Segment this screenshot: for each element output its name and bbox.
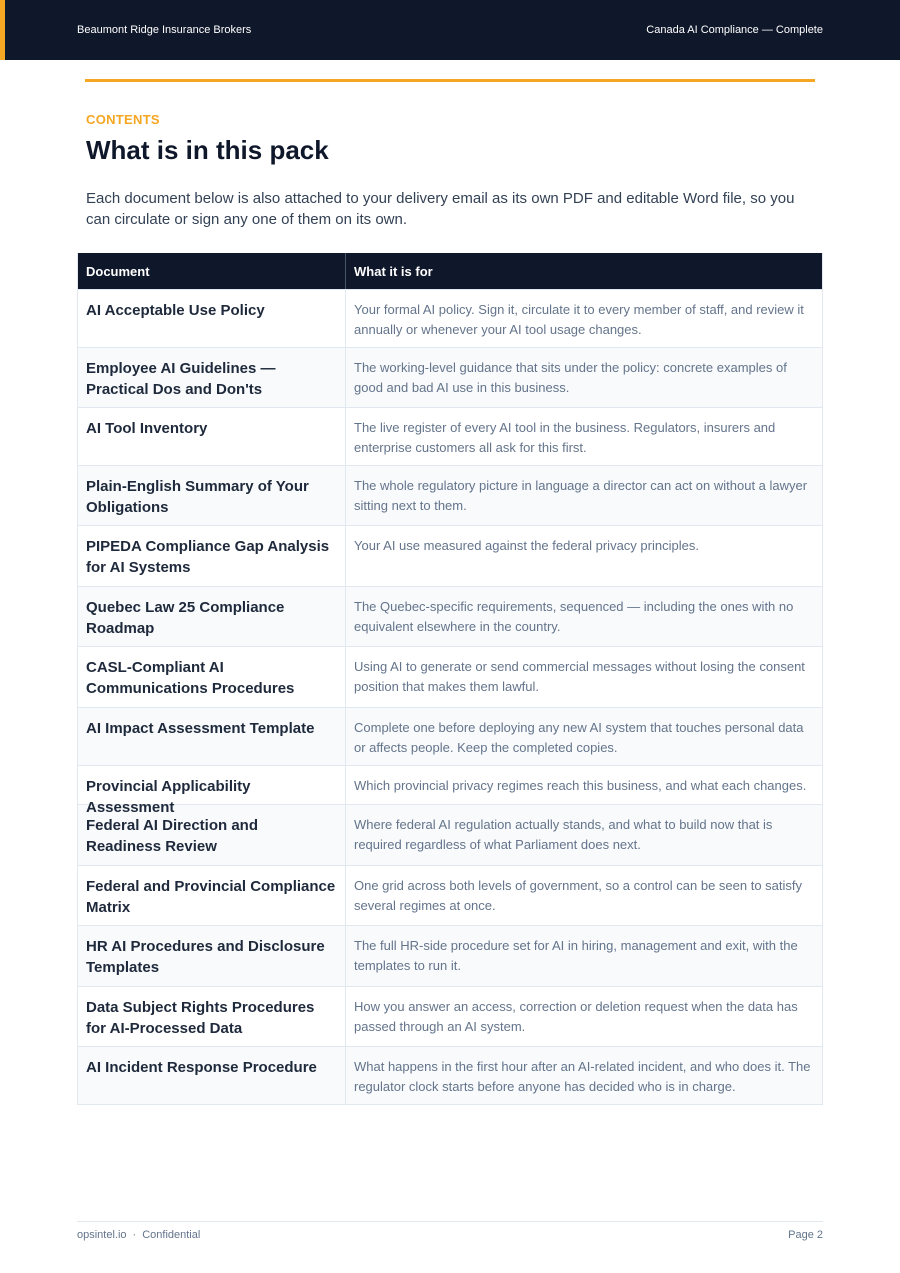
column-header-purpose: What it is for [354,264,433,279]
document-purpose: Your AI use measured against the federal privacy principles. [354,538,699,553]
document-name: PIPEDA Compliance Gap Analysis for AI Systems [78,526,346,586]
document-name: HR AI Procedures and Disclosure Templates [78,926,346,986]
table-row [78,765,822,816]
footer-left [77,1229,200,1241]
document-name: Plain-English Summary of Your Obligations [78,466,346,525]
table-header [78,253,822,289]
document-name: Federal and Provincial Compliance Matrix [78,866,346,925]
document-name: Data Subject Rights Procedures for AI-Processed Data [78,987,346,1046]
table-row [78,289,822,347]
document-purpose: One grid across both levels of government, so a control can be seen to satisfy several regimes at once. [354,878,803,913]
column-header-document: Document [78,253,346,289]
document-purpose: How you answer an access, correction or deletion request when the data has passed through an AI system. [354,999,798,1034]
footer-confidential-label: Confidential [142,1229,201,1241]
footer-divider [77,1221,823,1222]
document-purpose: Where federal AI regulation actually stands, and what to build now that is required regardless of what Parliament does next. [354,817,773,852]
header-accent-stripe [0,0,5,60]
document-purpose: The live register of every AI tool in the business. Regulators, insurers and enterprise customers all ask for this first. [354,420,776,455]
document-title: Canada AI Compliance — Complete [646,24,823,36]
document-purpose: The full HR-side procedure set for AI in hiring, management and exit, with the templates to run it. [354,938,798,973]
table-row [78,407,822,465]
table-row [78,865,822,925]
document-purpose: The working-level guidance that sits under the policy: concrete examples of good and bad AI use in this business. [354,360,787,395]
table-row [78,925,822,986]
document-purpose: The Quebec-specific requirements, sequenced — including the ones with no equivalent elsewhere in the country. [354,599,794,634]
table-row [78,646,822,707]
table-row [78,586,822,646]
document-name: Provincial Applicability Assessment [78,766,346,804]
document-purpose: Which provincial privacy regimes reach this business, and what each changes. [354,778,807,793]
document-name: AI Impact Assessment Template [78,708,346,765]
table-row [78,986,822,1046]
document-name: Employee AI Guidelines — Practical Dos and Don'ts [78,348,346,407]
table-row [78,525,822,586]
document-purpose: Using AI to generate or send commercial messages without losing the consent position that makes them lawful. [354,659,805,694]
page-number: Page 2 [788,1229,823,1241]
table-row [78,347,822,407]
document-name: Quebec Law 25 Compliance Roadmap [78,587,346,646]
intro-paragraph: Each document below is also attached to your delivery email as its own PDF and editable Word file, so you can circulate or sign any one of them on its own. [86,190,795,228]
document-name: AI Incident Response Procedure [78,1047,346,1104]
table-row [78,1046,822,1104]
footer-separator: · [132,1229,137,1241]
document-name: CASL-Compliant AI Communications Procedures [78,647,346,707]
section-eyebrow: CONTENTS [86,112,160,127]
page-header-bar [0,0,900,60]
footer-site-link[interactable]: opsintel.io [77,1229,127,1241]
document-name: AI Tool Inventory [78,408,346,465]
page-title: What is in this pack [86,135,329,165]
document-purpose: The whole regulatory picture in language a director can act on without a lawyer sitting next to them. [354,478,808,513]
document-purpose: What happens in the first hour after an AI-related incident, and who does it. The regulator clock starts before anyone has decided who is in charge. [354,1059,811,1094]
table-row [78,465,822,525]
document-purpose: Your formal AI policy. Sign it, circulate it to every member of staff, and review it annually or whenever your AI tool usage changes. [354,302,804,337]
table-row [78,707,822,765]
document-name: AI Acceptable Use Policy [78,290,346,347]
brand-name: Beaumont Ridge Insurance Brokers [77,24,252,36]
document-purpose: Complete one before deploying any new AI system that touches personal data or affects people. Keep the completed copies. [354,720,804,755]
section-divider [85,79,815,82]
table-row [78,804,822,865]
contents-table [77,253,823,1105]
document-name: Federal AI Direction and Readiness Review [78,805,346,865]
table-body [78,289,822,1104]
